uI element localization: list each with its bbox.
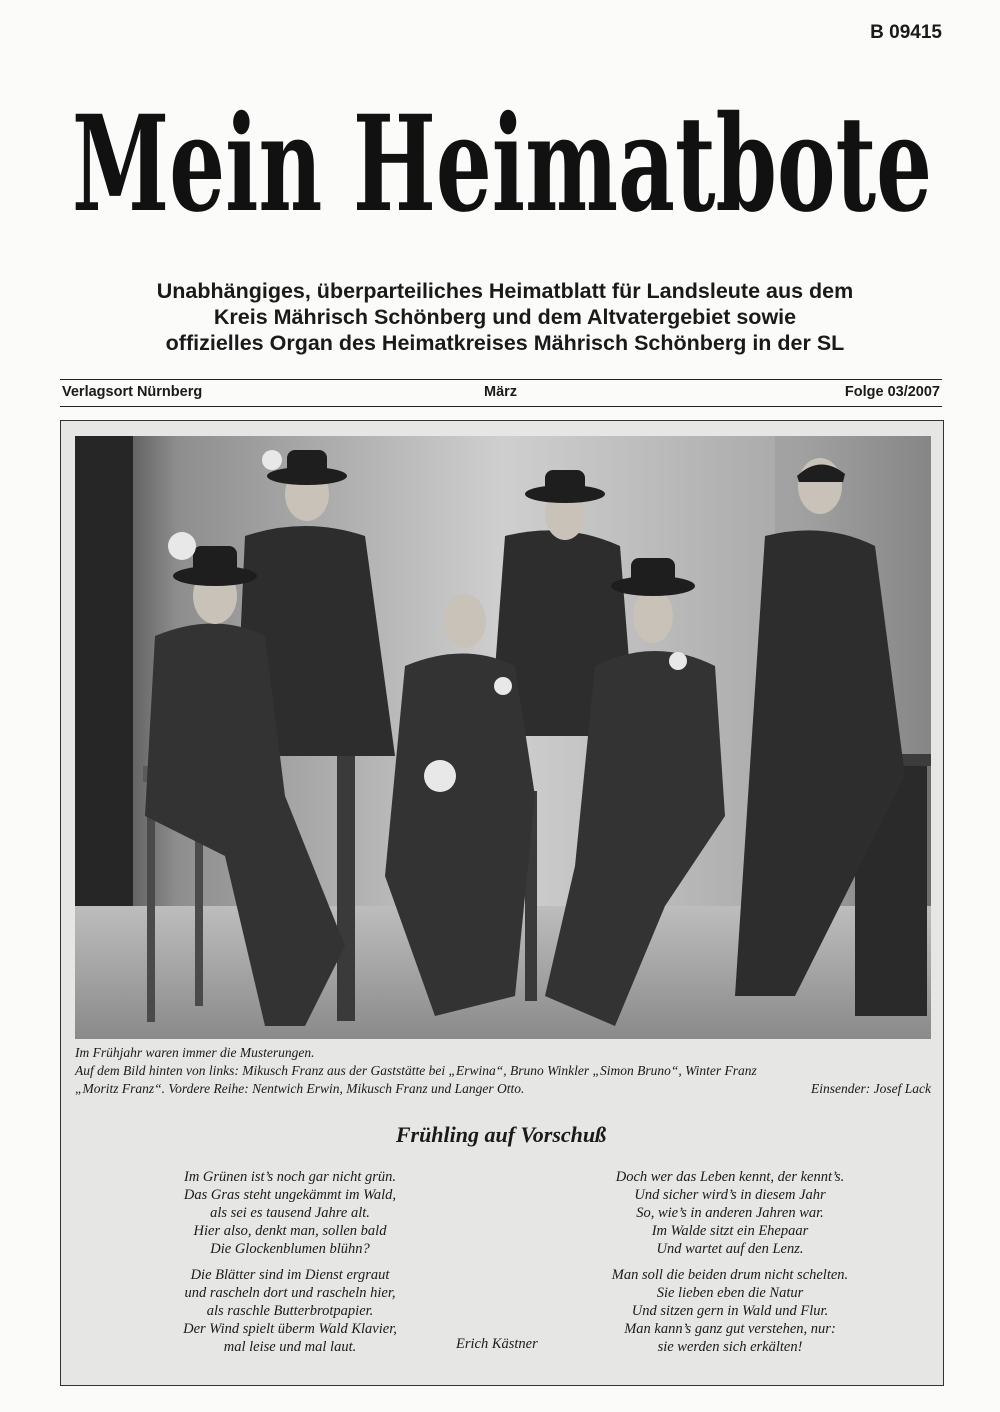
divider bbox=[60, 406, 942, 407]
poem-line: mal leise und mal laut. bbox=[223, 1339, 357, 1355]
masthead-logo bbox=[62, 60, 942, 260]
caption-line: Auf dem Bild hinten von links: Mikusch Franz aus der Gaststätte bei „Erwina“, Bruno Winkler „Simon Bruno“, Winter Franz „Moritz Franz“. Vordere Reihe: Nentwich Erwin, Mikusch Franz und Langer Otto. bbox=[75, 1063, 757, 1096]
info-bar bbox=[62, 384, 940, 404]
poem-line: Sie lieben eben die Natur bbox=[656, 1285, 804, 1301]
poem-line: Und wartet auf den Lenz. bbox=[656, 1241, 804, 1257]
poem-line: So, wie’s in anderen Jahren war. bbox=[636, 1205, 824, 1221]
photo-sender: Einsender: Josef Lack bbox=[811, 1081, 931, 1096]
subtitle-line: Kreis Mährisch Schönberg und dem Altvatergebiet sowie bbox=[213, 305, 797, 329]
poem-line: Und sicher wird’s in diesem Jahr bbox=[634, 1187, 826, 1203]
poem-line: Man kann’s ganz gut verstehen, nur: bbox=[624, 1321, 836, 1337]
poem-stanza bbox=[100, 1266, 480, 1356]
issue-code: B 09415 bbox=[870, 22, 942, 43]
issue-number: Folge 03/2007 bbox=[844, 384, 940, 400]
poem-stanza bbox=[540, 1168, 920, 1258]
divider bbox=[60, 379, 942, 380]
issue-month: März bbox=[484, 384, 518, 400]
poem-line: Man soll die beiden drum nicht schelten. bbox=[611, 1267, 849, 1283]
caption-line: Im Frühjahr waren immer die Musterungen. bbox=[75, 1045, 315, 1060]
publication-place: Verlagsort Nürnberg bbox=[62, 384, 203, 400]
poem-line: Das Gras steht ungekämmt im Wald, bbox=[183, 1187, 397, 1203]
poem-author: Erich Kästner bbox=[456, 1336, 538, 1352]
poem-line: Die Glockenblumen blühn? bbox=[210, 1241, 370, 1257]
poem-line: als raschle Butterbrotpapier. bbox=[206, 1303, 374, 1319]
poem-stanza bbox=[100, 1168, 480, 1258]
poem-line: Im Walde sitzt ein Ehepaar bbox=[651, 1223, 809, 1239]
masthead-title: Mein Heimatbote bbox=[72, 87, 933, 242]
subtitle-line: Unabhängiges, überparteiliches Heimatblatt für Landsleute aus dem bbox=[156, 279, 854, 303]
poem-line: Hier also, denkt man, sollen bald bbox=[193, 1223, 387, 1239]
poem-line: Doch wer das Leben kennt, der kennt’s. bbox=[615, 1169, 845, 1185]
poem-line: als sei es tausend Jahre alt. bbox=[210, 1205, 370, 1221]
poem-line: Und sitzen gern in Wald und Flur. bbox=[631, 1303, 829, 1319]
poem-line: Im Grünen ist’s noch gar nicht grün. bbox=[184, 1169, 396, 1185]
poem-title: Frühling auf Vorschuß bbox=[395, 1122, 607, 1147]
subtitle bbox=[60, 278, 950, 356]
poem-stanza bbox=[540, 1266, 920, 1356]
photo-caption bbox=[75, 1044, 931, 1098]
poem-line: sie werden sich erkälten! bbox=[657, 1339, 803, 1355]
poem-line: und rascheln dort und rascheln hier, bbox=[184, 1285, 396, 1301]
subtitle-line: offizielles Organ des Heimatkreises Mährisch Schönberg in der SL bbox=[165, 331, 845, 355]
poem-line: Die Blätter sind im Dienst ergraut bbox=[190, 1267, 390, 1283]
poem-line: Der Wind spielt überm Wald Klavier, bbox=[183, 1321, 397, 1337]
group-photo bbox=[75, 436, 931, 1039]
